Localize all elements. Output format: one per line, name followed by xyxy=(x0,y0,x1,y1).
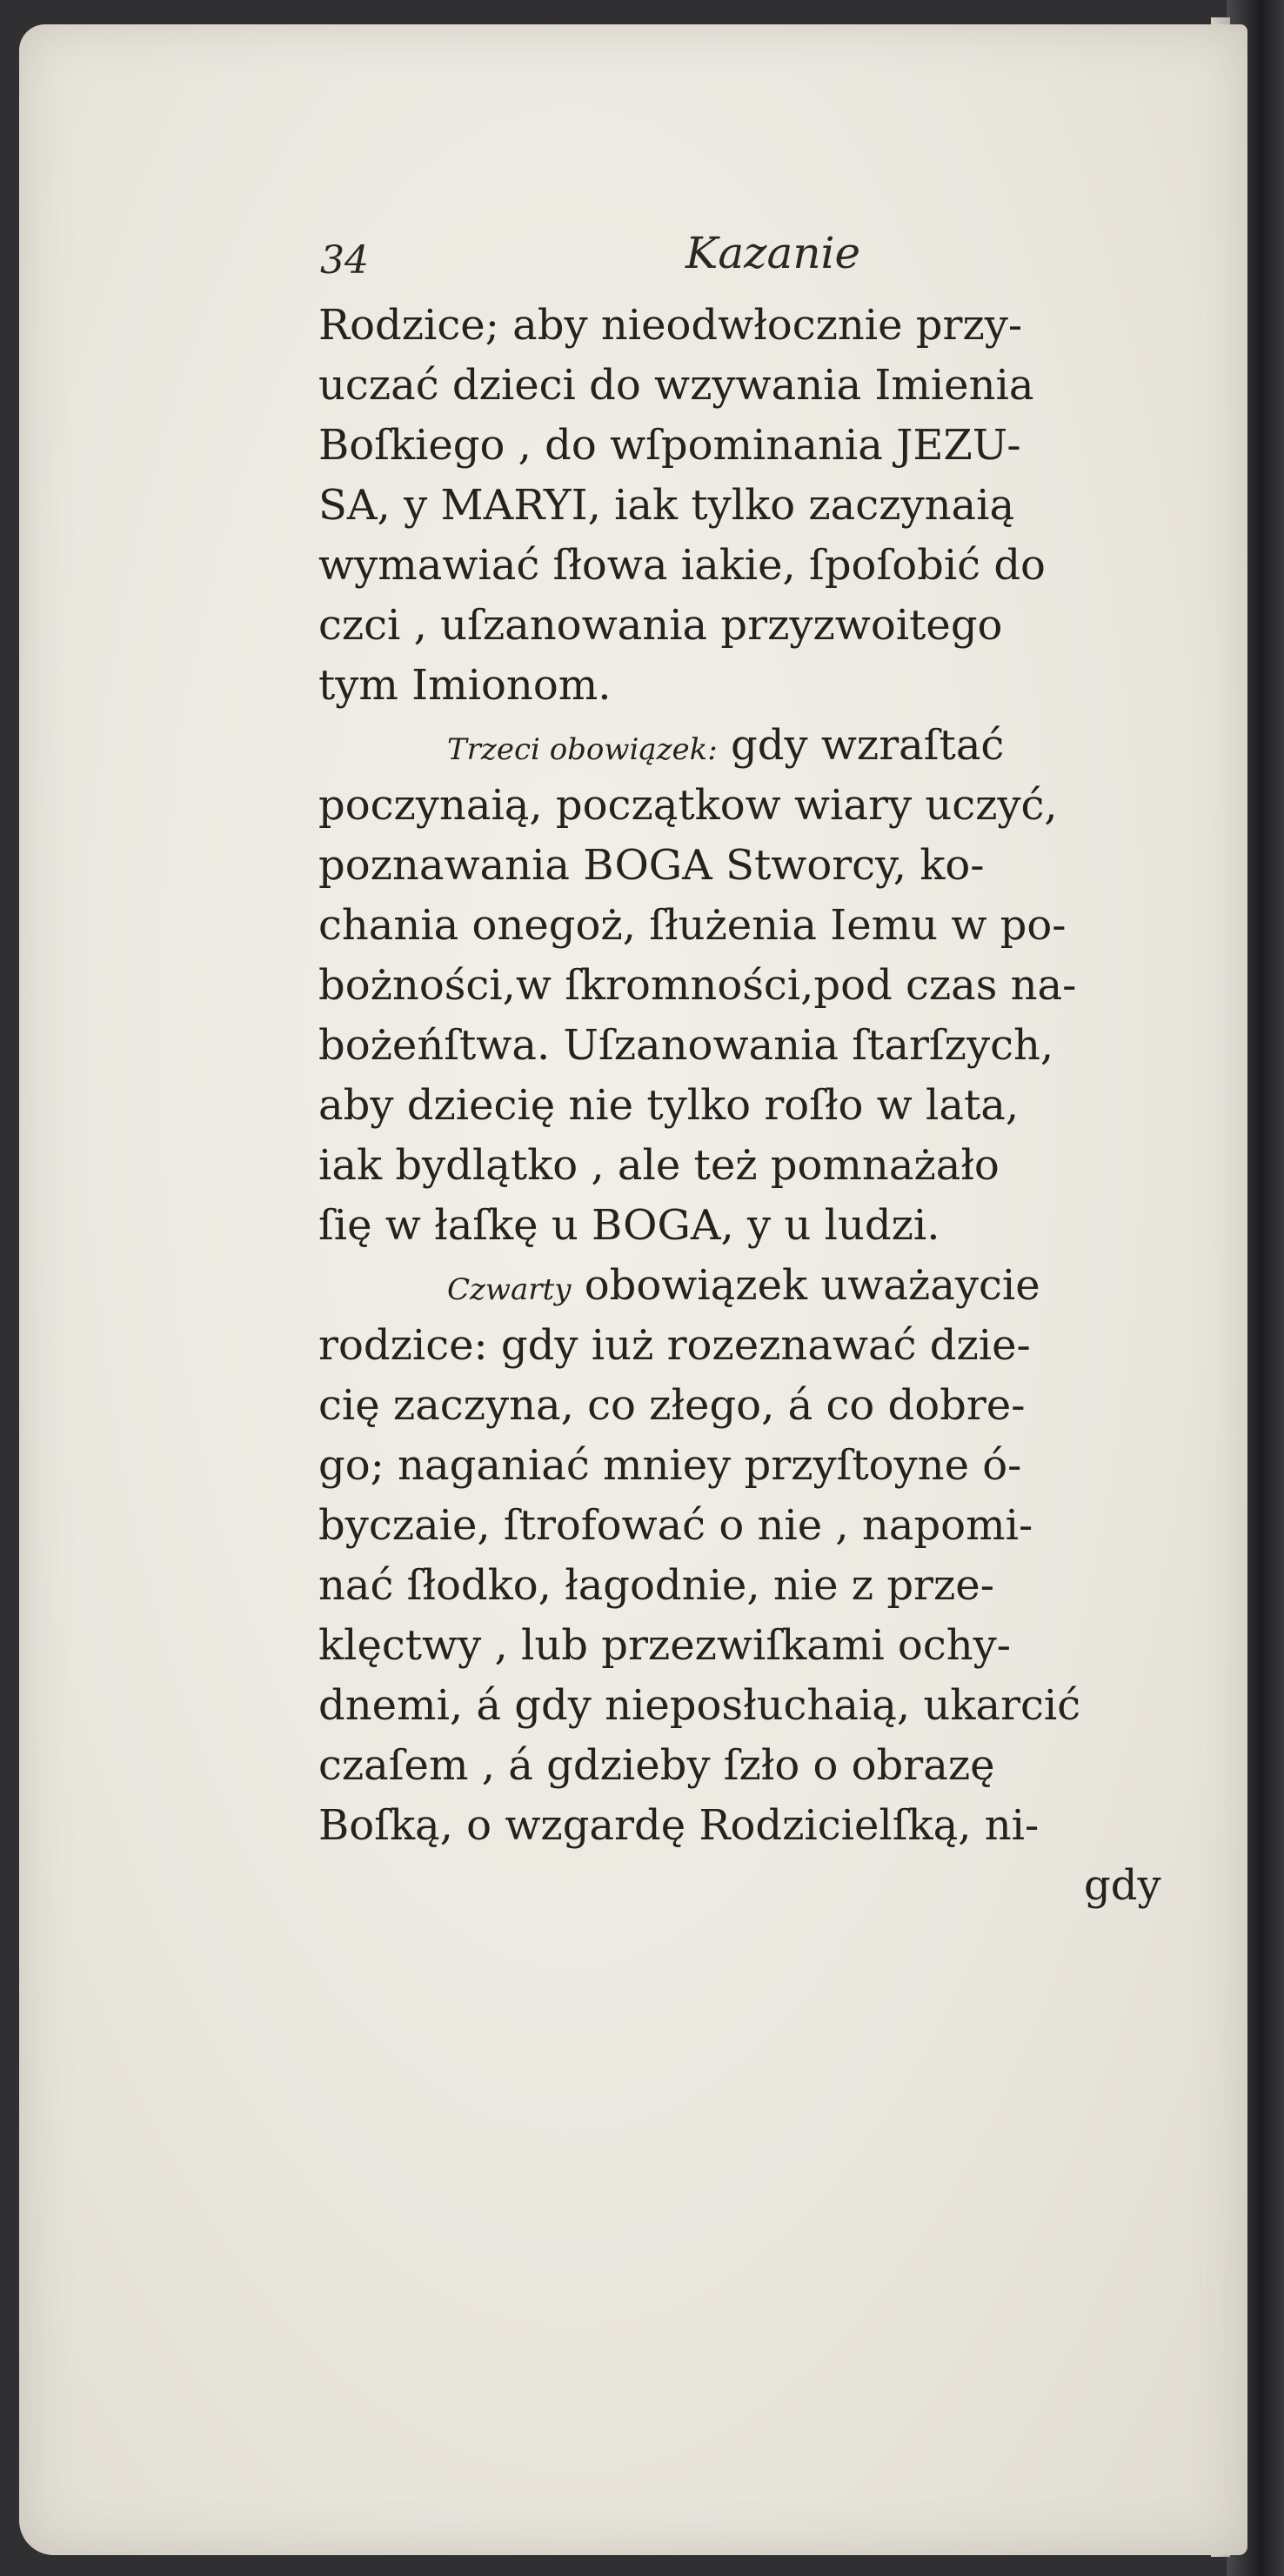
text-line: Boſką, o wzgardę Rodzicielſką, ni- xyxy=(318,1801,1040,1850)
text-line: czaſem , á gdzieby ſzło o obrazę xyxy=(318,1741,995,1790)
text-line: iak bydlątko , ale też pomnażało xyxy=(318,1141,1000,1190)
text-line: Boſkiego , do wſpominania JEZU- xyxy=(318,421,1021,470)
text-line: aby dziecię nie tylko roſło w lata, xyxy=(318,1081,1020,1130)
text-line: ſię w łaſkę u BOGA, y u ludzi. xyxy=(318,1201,940,1250)
text-line: rodzice: gdy iuż rozeznawać dzie- xyxy=(318,1321,1031,1370)
text-line: SA, y MARYI, iak tylko zaczynaią xyxy=(318,481,1015,530)
text-line: czci , uſzanowania przyzwoitego xyxy=(318,601,1003,650)
text-line: byczaie, ſtrofować o nie , napomi- xyxy=(318,1501,1033,1550)
text-line: cię zaczyna, co złego, á co dobre- xyxy=(318,1381,1026,1430)
text-line: Czwarty obowiązek uważaycie xyxy=(447,1261,1040,1310)
text-line: bożności,w ſkromności,pod czas na- xyxy=(318,961,1077,1010)
text-line: uczać dzieci do wzywania Imienia xyxy=(318,361,1034,410)
text-line: chania onegoż, ſłużenia Iemu w po- xyxy=(318,901,1067,950)
page-number: 34 xyxy=(320,238,369,283)
text-line: go; naganiać mniey przyſtoyne ó- xyxy=(318,1441,1022,1490)
body-text xyxy=(318,296,1241,1916)
text-line: Rodzice; aby nieodwłocznie przy- xyxy=(318,301,1023,350)
text-line: bożeńſtwa. Uſzanowania ſtarſzych, xyxy=(318,1021,1054,1070)
section-lead: Czwarty xyxy=(447,1272,572,1307)
text-line: tym Imionom. xyxy=(318,661,612,710)
text-line: wymawiać ſłowa iakie, ſpoſobić do xyxy=(318,541,1046,590)
text-line: klęctwy , lub przezwiſkami ochy- xyxy=(318,1621,1011,1670)
section-lead: Trzeci obowiązek: xyxy=(447,732,718,767)
text-line: poznawania BOGA Stworcy, ko- xyxy=(318,841,985,890)
text-line: nać ſłodko, łagodnie, nie z prze- xyxy=(318,1561,994,1610)
text-line: poczynaią, początkow wiary uczyć, xyxy=(318,781,1058,830)
running-title: Kazanie xyxy=(685,228,861,278)
page-header xyxy=(320,228,1242,297)
catchword: gdy xyxy=(1084,1861,1161,1910)
text-line: Trzeci obowiązek: gdy wzraſtać xyxy=(447,721,1005,770)
text-line: dnemi, á gdy nieposłuchaią, ukarcić xyxy=(318,1681,1081,1730)
